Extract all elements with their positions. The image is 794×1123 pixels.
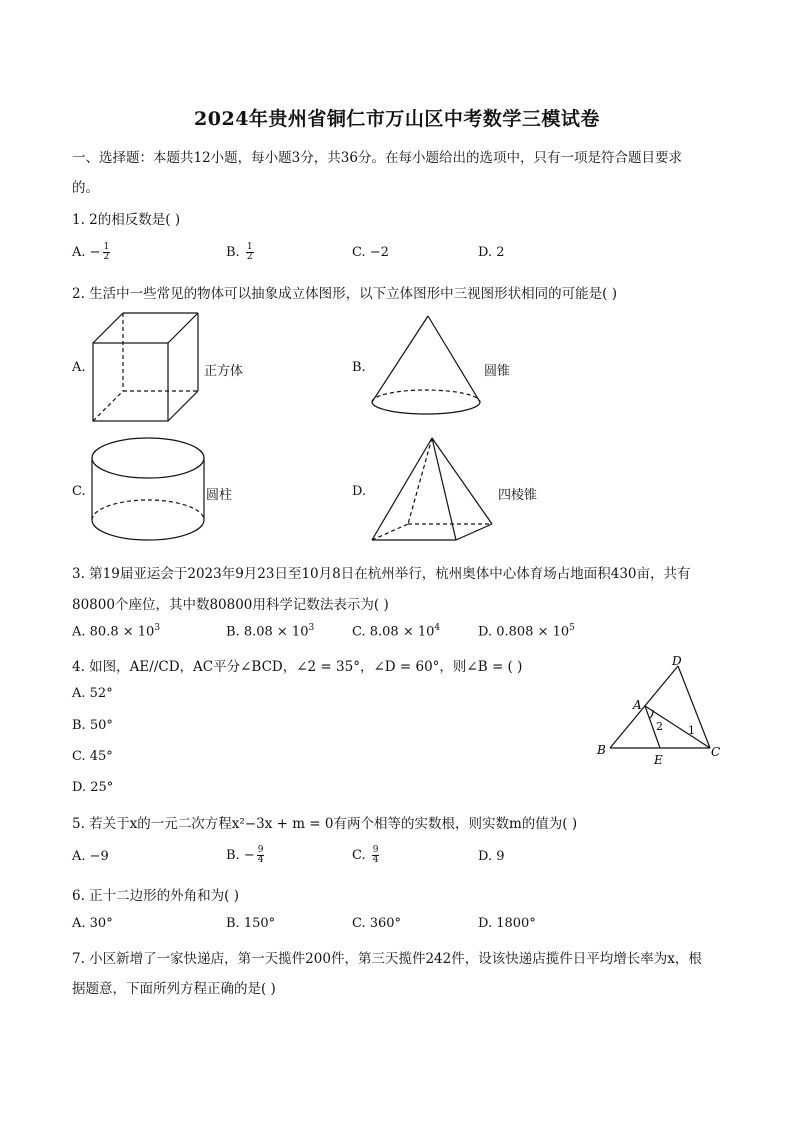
page-title: 2024年贵州省铜仁市万山区中考数学三模试卷 bbox=[194, 108, 600, 130]
q3-option-d: D. $0.808 \times 10^5$ bbox=[478, 623, 575, 640]
q6-option-c: C. 360° bbox=[352, 916, 402, 931]
q3-option-c: C. $8.08 \times 10^4$ bbox=[352, 623, 441, 640]
q6-option-d: D. 1800° bbox=[478, 916, 536, 931]
q4-option-a: A. 52° bbox=[72, 686, 113, 701]
q3-stem-line1: 3. 第19届亚运会于2023年9月23日至10月8日在杭州举行，杭州奥体中心体育场占地面积430亩，共有 bbox=[72, 566, 691, 582]
angle-label-2: 2 bbox=[656, 720, 663, 733]
q3-option-b: B. $8.08 \times 10^3$ bbox=[226, 623, 315, 640]
q5-option-a: A. −9 bbox=[72, 849, 109, 864]
point-label-c: C bbox=[711, 745, 721, 759]
q1-option-b: B. $\frac{1}{2}$ bbox=[226, 242, 253, 262]
cylinder-figure bbox=[88, 432, 210, 552]
q4-option-b: B. 50° bbox=[72, 718, 113, 733]
q4-triangle-figure bbox=[590, 650, 730, 770]
cone-figure bbox=[366, 310, 486, 420]
q4-stem: 4. 如图，AE//CD，AC平分∠BCD，∠2 = 35°，∠D = 60°，则∠B = ( ) bbox=[72, 659, 523, 675]
q5-stem: 5. 若关于x的一元二次方程x²−3x + m = 0有两个相等的实数根，则实数m的值为( ) bbox=[72, 816, 578, 832]
square-pyramid-figure bbox=[368, 434, 498, 546]
q7-stem-line2: 据题意，下面所列方程正确的是( ) bbox=[72, 981, 276, 997]
q1-option-d: D. 2 bbox=[478, 245, 505, 260]
q4-option-c: C. 45° bbox=[72, 749, 113, 764]
q6-option-a: A. 30° bbox=[72, 916, 113, 931]
q2-option-d-letter: D. bbox=[352, 484, 367, 499]
q3-option-a: A. $80.8 \times 10^3$ bbox=[72, 623, 161, 640]
point-label-e: E bbox=[654, 753, 663, 767]
q3-stem-line2: 80800个座位，其中数80800用科学记数法表示为( ) bbox=[72, 597, 389, 613]
q1-stem: 1. 2的相反数是( ) bbox=[72, 212, 181, 228]
q1-option-c: C. −2 bbox=[352, 245, 389, 260]
angle-label-1: 1 bbox=[688, 724, 695, 737]
point-label-a: A bbox=[633, 698, 642, 712]
q2-option-c-name: 圆柱 bbox=[206, 488, 233, 503]
point-label-b: B bbox=[597, 743, 606, 757]
q5-option-d: D. 9 bbox=[478, 849, 505, 864]
q5-option-c: C. $\frac{9}{4}$ bbox=[352, 845, 379, 865]
section-instructions-line1: 一、选择题：本题共12小题，每小题3分，共36分。在每小题给出的选项中，只有一项是符合题目要求 bbox=[72, 150, 682, 166]
q7-stem-line1: 7. 小区新增了一家快递店，第一天揽件200件，第三天揽件242件，设该快递店揽件日平均增长率为x，根 bbox=[72, 951, 702, 967]
q1-option-a: A. − $\frac{1}{2}$ bbox=[72, 242, 110, 262]
q2-option-b-name: 圆锥 bbox=[484, 364, 511, 379]
q5-option-b: B. − $\frac{9}{4}$ bbox=[226, 845, 264, 865]
q4-option-d: D. 25° bbox=[72, 780, 114, 795]
q2-option-a-letter: A. bbox=[72, 360, 86, 375]
point-label-d: D bbox=[672, 654, 682, 668]
q2-option-a-name: 正方体 bbox=[204, 364, 244, 379]
q2-stem: 2. 生活中一些常见的物体可以抽象成立体图形，以下立体图形中三视图形状相同的可能是( ) bbox=[72, 286, 617, 302]
q2-option-c-letter: C. bbox=[72, 484, 86, 499]
q2-option-d-name: 四棱锥 bbox=[498, 488, 538, 503]
q2-option-b-letter: B. bbox=[352, 360, 366, 375]
section-instructions-line2: 的。 bbox=[72, 180, 99, 196]
cube-figure bbox=[85, 305, 205, 425]
q6-option-b: B. 150° bbox=[226, 916, 276, 931]
q6-stem: 6. 正十二边形的外角和为( ) bbox=[72, 888, 239, 904]
